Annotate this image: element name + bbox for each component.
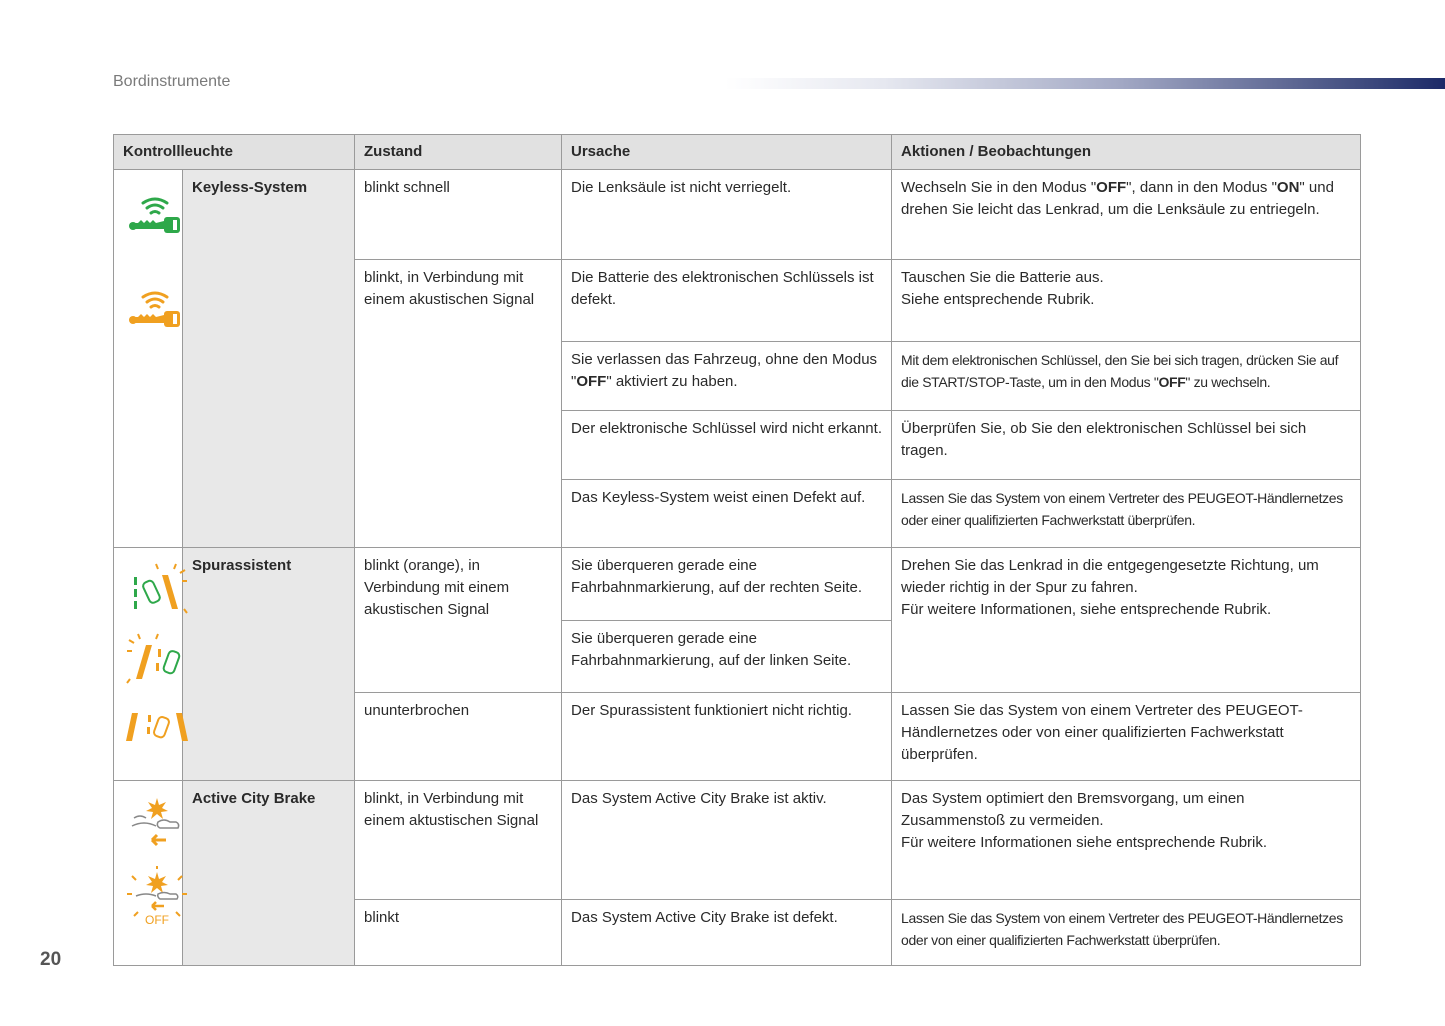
keyless-action-2: Tauschen Sie die Batterie aus. Siehe entsprechende Rubrik. [892,260,1361,342]
acb-fault-off-icon [126,864,188,928]
col-header-indicator: Kontrollleuchte [114,135,355,170]
keyless-action-1: Wechseln Sie in den Modus "OFF", dann in den Modus "ON" und drehen Sie leicht das Lenkrad, um die Lenksäule zu entriegeln. [892,170,1361,260]
lane-cause-left: Sie überqueren gerade eine Fahrbahnmarkierung, auf der linken Seite. [562,620,892,693]
acb-action-plain: Lassen Sie das System von einem Vertreter des PEUGEOT-Händlernetzes oder von einer qualifizierten Fachwerkstatt überprüfen. [892,900,1361,966]
lane-state-continuous: ununterbrochen [355,693,562,781]
lane-action: Drehen Sie das Lenkrad in die entgegengesetzte Richtung, um wieder richtig in der Spur zu fahren. Für weitere Informationen, siehe entsprechende Rubrik. [892,548,1361,693]
lane-action-continuous: Lassen Sie das System von einem Vertreter des PEUGEOT-Händlernetzes oder von einer qualifizierten Fachwerkstatt überprüfen. [892,693,1361,781]
keyless-cause-2: Die Batterie des elektronischen Schlüssels ist defekt. [562,260,892,342]
keyless-system-name: Keyless-System [183,170,355,548]
table-row [114,170,1361,260]
svg-text:OFF: OFF [145,913,169,927]
acb-state-plain: blinkt [355,900,562,966]
keyless-orange-key-icon [126,287,186,331]
col-header-cause: Ursache [562,135,892,170]
acb-icons-cell [114,781,183,966]
keyless-action-3: Mit dem elektronischen Schlüssel, den Sie bei sich tragen, drücken Sie auf die START/STOP-Taste, um in den Modus "OFF" zu wechseln. [892,342,1361,411]
col-header-state: Zustand [355,135,562,170]
keyless-icons-cell [114,170,183,548]
page-number: 20 [40,949,62,970]
lane-assist-name: Spurassistent [183,548,355,781]
keyless-cause-4: Der elektronische Schlüssel wird nicht erkannt. [562,411,892,480]
table-row [114,548,1361,621]
acb-state-blink: blinkt, in Verbindung mit einem aktustischen Signal [355,781,562,900]
keyless-cause-3: Sie verlassen das Fahrzeug, ohne den Modus "OFF" aktiviert zu haben. [562,342,892,411]
section-title: Bordinstrumente [113,73,231,90]
keyless-cause-5: Das Keyless-System weist einen Defekt auf. [562,480,892,548]
lane-right-crossing-icon [126,563,188,619]
acb-action-blink: Das System optimiert den Bremsvorgang, um einen Zusammenstoß zu vermeiden. Für weitere Informationen siehe entsprechende Rubrik. [892,781,1361,900]
lane-left-crossing-icon [126,633,188,689]
keyless-state-2: blinkt, in Verbindung mit einem akustischen Signal [355,260,562,548]
acb-cause-plain: Das System Active City Brake ist defekt. [562,900,892,966]
keyless-green-key-icon [126,193,186,237]
acb-name: Active City Brake [183,781,355,966]
lane-cause-continuous: Der Spurassistent funktioniert nicht richtig. [562,693,892,781]
col-header-actions: Aktionen / Beobachtungen [892,135,1361,170]
lane-icons-cell [114,548,183,781]
lane-cause-right: Sie überqueren gerade eine Fahrbahnmarkierung, auf der rechten Seite. [562,548,892,621]
acb-cause-blink: Das System Active City Brake ist aktiv. [562,781,892,900]
warning-lights-table [113,134,1361,966]
header-gradient-bar [725,78,1445,89]
keyless-cause-1: Die Lenksäule ist nicht verriegelt. [562,170,892,260]
table-row [114,781,1361,900]
keyless-action-4: Überprüfen Sie, ob Sie den elektronischen Schlüssel bei sich tragen. [892,411,1361,480]
acb-active-icon [126,796,188,848]
lane-assist-fault-icon [126,707,188,747]
keyless-state-1: blinkt schnell [355,170,562,260]
keyless-action-5: Lassen Sie das System von einem Vertreter des PEUGEOT-Händlernetzes oder einer qualifizierten Fachwerkstatt überprüfen. [892,480,1361,548]
table-header-row [114,135,1361,170]
lane-state-blink: blinkt (orange), in Verbindung mit einem akustischen Signal [355,548,562,693]
